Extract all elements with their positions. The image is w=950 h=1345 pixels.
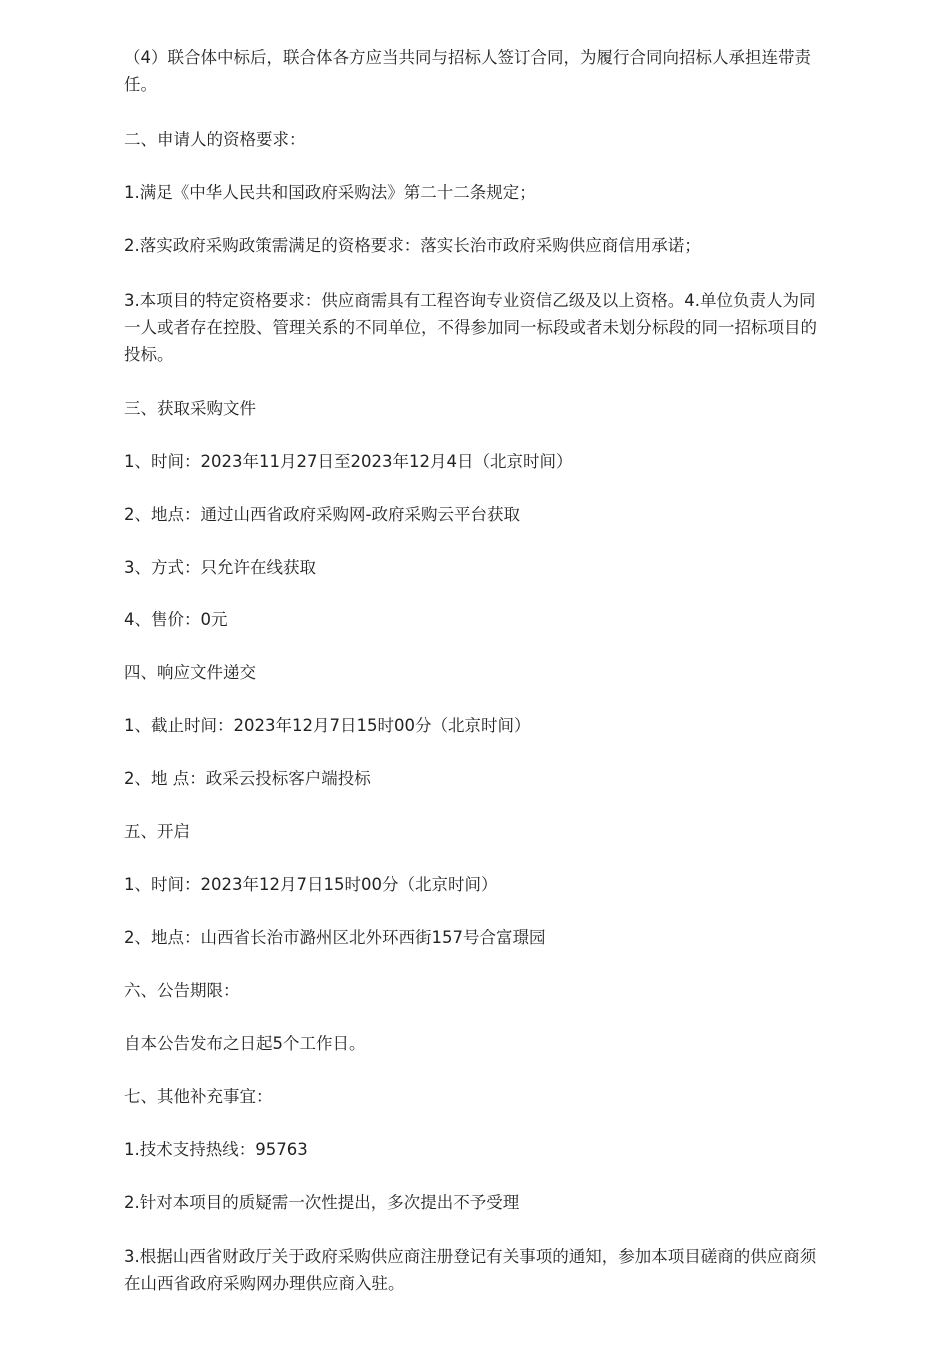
section-heading-opening: 五、开启 xyxy=(124,822,190,841)
section-heading-other-matters: 七、其他补充事宜： xyxy=(124,1087,273,1106)
paragraph-inquiry-rule: 2.针对本项目的质疑需一次性提出，多次提出不予受理 xyxy=(124,1193,520,1212)
paragraph-qualification-2: 2.落实政府采购政策需满足的资格要求：落实长治市政府采购供应商信用承诺； xyxy=(124,236,701,255)
paragraph-submission-location: 2、地 点：政采云投标客户端投标 xyxy=(124,769,371,788)
paragraph-submission-deadline: 1、截止时间：2023年12月7日15时00分（北京时间） xyxy=(124,716,531,735)
paragraph-obtain-location: 2、地点：通过山西省政府采购网-政府采购云平台获取 xyxy=(124,505,520,524)
paragraph-obtain-time: 1、时间：2023年11月27日至2023年12月4日（北京时间） xyxy=(124,452,573,471)
paragraph-supplier-registration: 3.根据山西省财政厅关于政府采购供应商注册登记有关事项的通知，参加本项目磋商的供应商须在山西省政府采购网办理供应商入驻。 xyxy=(124,1247,817,1293)
paragraph-obtain-price: 4、售价：0元 xyxy=(124,610,228,629)
paragraph-opening-time: 1、时间：2023年12月7日15时00分（北京时间） xyxy=(124,875,498,894)
paragraph-opening-location: 2、地点：山西省长治市潞州区北外环西街157号合富璟园 xyxy=(124,928,546,947)
section-heading-obtain-documents: 三、获取采购文件 xyxy=(124,399,256,418)
section-heading-qualifications: 二、申请人的资格要求： xyxy=(124,130,306,149)
paragraph-joint-venture-contract: （4）联合体中标后，联合体各方应当共同与招标人签订合同，为履行合同向招标人承担连带责任。 xyxy=(124,48,811,94)
paragraph-obtain-method: 3、方式：只允许在线获取 xyxy=(124,558,316,577)
paragraph-qualification-1: 1.满足《中华人民共和国政府采购法》第二十二条规定； xyxy=(124,183,536,202)
paragraph-qualification-3: 3.本项目的特定资格要求：供应商需具有工程咨询专业资信乙级及以上资格。4.单位负责人为同一人或者存在控股、管理关系的不同单位，不得参加同一标段或者未划分标段的同一招标项目的投标。 xyxy=(124,291,817,364)
section-heading-submission: 四、响应文件递交 xyxy=(124,663,256,682)
section-heading-notice-period: 六、公告期限： xyxy=(124,981,240,1000)
paragraph-support-hotline: 1.技术支持热线：95763 xyxy=(124,1140,308,1159)
paragraph-notice-period: 自本公告发布之日起5个工作日。 xyxy=(124,1034,366,1053)
